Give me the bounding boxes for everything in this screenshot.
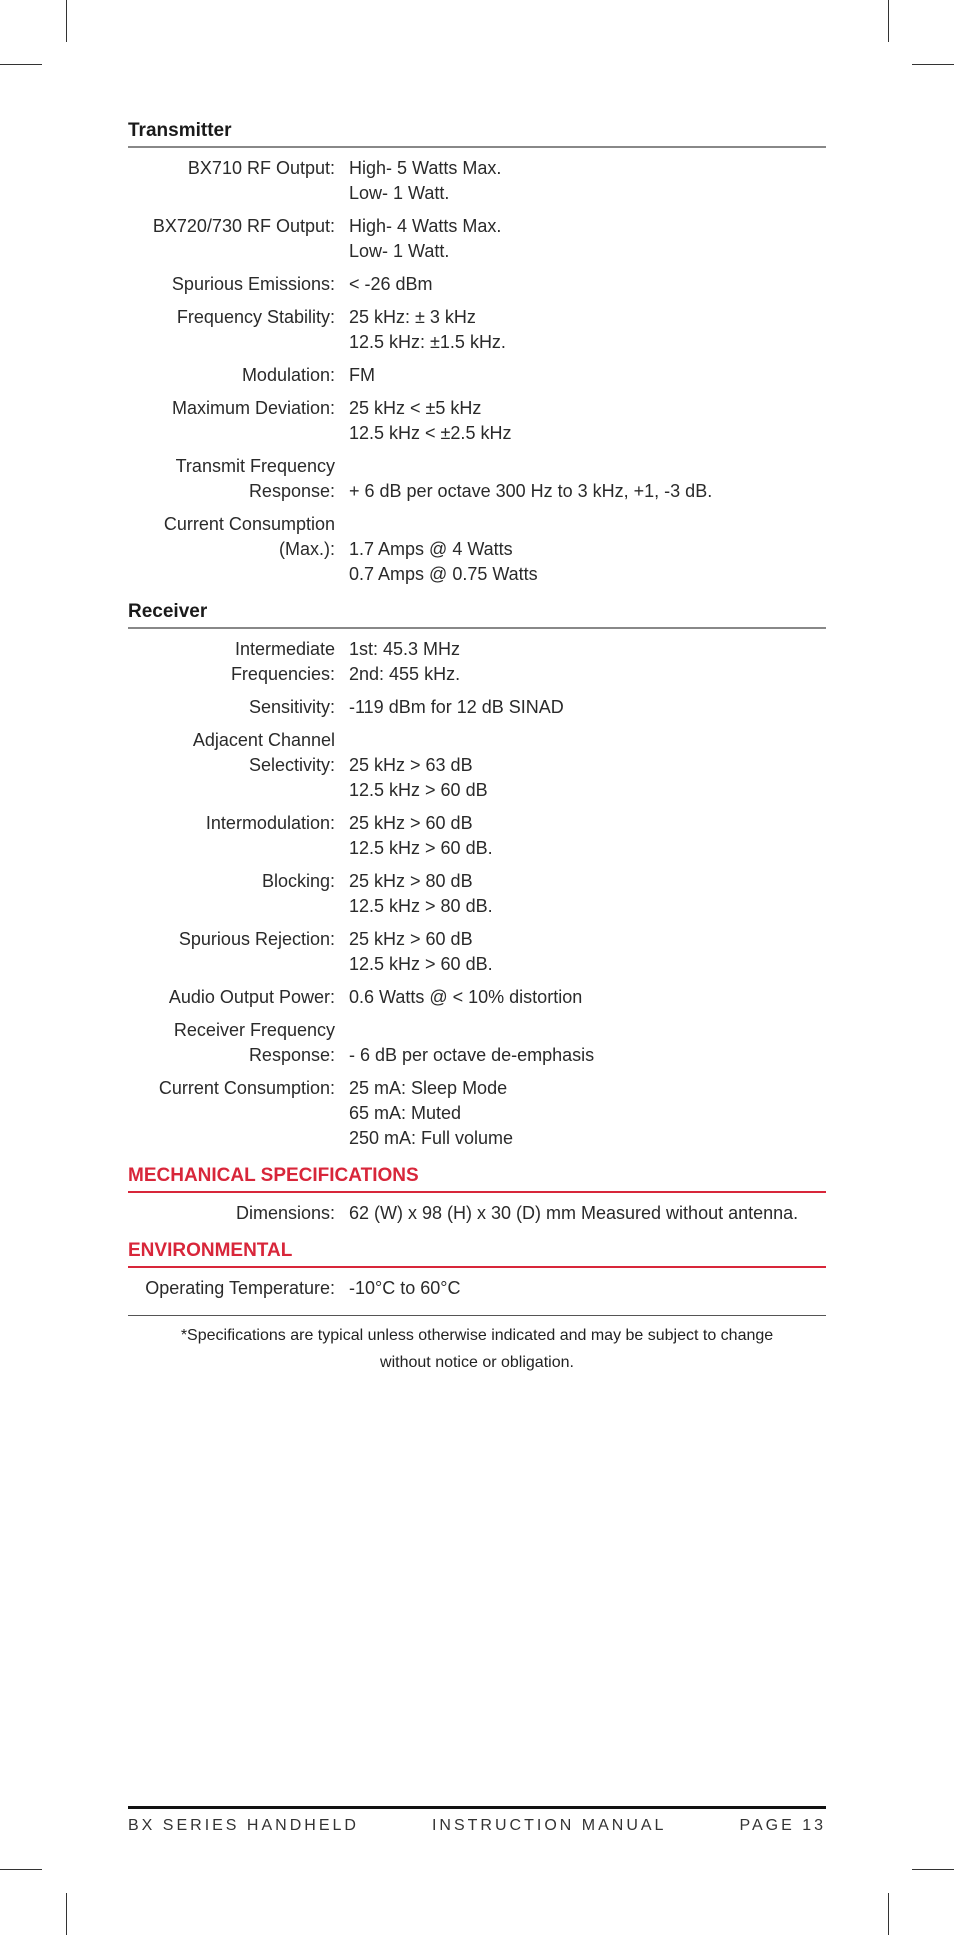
spec-row [128,927,826,977]
spec-label [128,454,335,504]
spec-label-line: Dimensions: [235,1203,335,1223]
spec-label [128,396,335,446]
spec-label-line: BX720/730 RF Output: [152,216,335,236]
spec-label-line: Intermodulation: [205,813,335,833]
spec-label-line: Maximum Deviation: [171,398,335,418]
footer-page-number: PAGE 13 [739,1817,826,1834]
section-title: ENVIRONMENTAL [128,1240,293,1261]
spec-label-line: Selectivity: [248,755,335,775]
spec-value-line: 2nd: 455 kHz. [349,664,461,684]
page-footer [128,1806,826,1835]
spec-value [349,927,826,977]
spec-value-line: 0.6 Watts @ < 10% distortion [349,987,583,1007]
spec-label-line: (Max.): [279,539,335,559]
spec-label-line: Response: [248,1045,335,1065]
spec-row [128,396,826,446]
spec-label-line: Response: [248,481,335,501]
spec-value [349,695,826,720]
spec-value [349,1076,826,1151]
spec-label-line: Current Consumption [163,514,335,534]
crop-mark [888,0,889,42]
spec-value [349,728,826,803]
spec-label [128,214,335,264]
spec-label [128,927,335,977]
spec-value [349,1201,826,1226]
spec-value-line: -10°C to 60°C [349,1278,461,1298]
spec-label-line: BX710 RF Output: [187,158,335,178]
spec-label-line: Intermediate Frequencies: [230,639,335,684]
spec-value-line: 65 mA: Muted [349,1103,462,1123]
spec-label-line: Spurious Rejection: [178,929,335,949]
spec-value-line: 25 mA: Sleep Mode [349,1078,508,1098]
spec-label [128,305,335,355]
spec-label [128,1076,335,1151]
spec-value [349,811,826,861]
spec-row [128,811,826,861]
spec-row [128,512,826,587]
spec-row [128,214,826,264]
spec-label [128,985,335,1010]
crop-mark [912,64,954,65]
spec-label-line: Frequency Stability: [176,307,335,327]
spec-label-line: Adjacent Channel [192,730,335,750]
crop-mark [66,0,67,42]
spec-row [128,1018,826,1068]
spec-value-line: 250 mA: Full volume [349,1128,514,1148]
spec-label-line: Spurious Emissions: [171,274,335,294]
spec-value-line: -119 dBm for 12 dB SINAD [349,697,564,717]
spec-value [349,272,826,297]
footnote-line: *Specifications are typical unless otherwise indicated and may be subject to change [180,1327,774,1344]
section-rule [128,146,826,148]
spec-value-line: 12.5 kHz > 80 dB. [349,896,493,916]
spec-value-line: 12.5 kHz > 60 dB [349,780,488,800]
spec-value [349,214,826,264]
spec-row [128,695,826,720]
section-rule [128,627,826,629]
spec-row [128,305,826,355]
spec-label [128,869,335,919]
spec-label-line: Blocking: [261,871,335,891]
spec-row [128,728,826,803]
footer-rule [128,1806,826,1809]
spec-label-line: Audio Output Power: [168,987,335,1007]
spec-value [349,512,826,587]
spec-sections [128,120,826,1301]
footer-series: BX SERIES HANDHELD [128,1817,359,1834]
spec-value [349,363,826,388]
spec-label [128,363,335,388]
spec-label [128,1276,335,1301]
spec-value-line: 12.5 kHz: ±1.5 kHz. [349,332,506,352]
spec-label-line: Transmit Frequency [175,456,335,476]
spec-value-line: 25 kHz > 60 dB [349,929,473,949]
spec-row [128,1276,826,1301]
spec-label [128,512,335,587]
spec-label [128,637,335,687]
spec-row [128,637,826,687]
spec-value-line: 12.5 kHz > 60 dB. [349,954,493,974]
crop-mark [66,1893,67,1935]
spec-value-line: 0.7 Amps @ 0.75 Watts [349,564,538,584]
spec-value [349,869,826,919]
spec-value [349,396,826,446]
spec-value [349,1276,826,1301]
spec-value-line: 25 kHz > 63 dB [349,755,473,775]
spec-value-line: Low- 1 Watt. [349,183,450,203]
spec-row [128,454,826,504]
crop-mark [888,1893,889,1935]
crop-mark [0,1869,42,1870]
spec-label-line: Sensitivity: [248,697,335,717]
spec-value-line: 12.5 kHz < ±2.5 kHz [349,423,512,443]
section-title: Receiver [128,601,208,622]
spec-label [128,1018,335,1068]
spec-label-line: Operating Temperature: [145,1278,335,1298]
spec-row [128,1076,826,1151]
crop-mark [912,1869,954,1870]
spec-value-line: < -26 dBm [349,274,433,294]
spec-label [128,272,335,297]
spec-value-line: 62 (W) x 98 (H) x 30 (D) mm Measured without antenna. [349,1203,799,1223]
spec-label [128,156,335,206]
spec-label [128,811,335,861]
spec-row [128,985,826,1010]
spec-row [128,363,826,388]
spec-value-line: 25 kHz > 80 dB [349,871,473,891]
spec-value-line: 12.5 kHz > 60 dB. [349,838,493,858]
spec-value [349,156,826,206]
spec-value-line: 1.7 Amps @ 4 Watts [349,539,513,559]
spec-label [128,728,335,803]
footnote-line: without notice or obligation. [380,1354,574,1371]
section-title: MECHANICAL SPECIFICATIONS [128,1165,419,1186]
spec-value-line: + 6 dB per octave 300 Hz to 3 kHz, +1, -3 dB. [349,481,713,501]
spec-value [349,1018,826,1068]
spec-value [349,637,826,687]
spec-page [128,120,826,1376]
spec-label [128,695,335,720]
spec-value-line: High- 5 Watts Max. [349,158,502,178]
spec-row [128,1201,826,1226]
spec-row [128,156,826,206]
spec-value-line: - 6 dB per octave de-emphasis [349,1045,595,1065]
spec-value-line: High- 4 Watts Max. [349,216,502,236]
spec-value [349,305,826,355]
crop-mark [0,64,42,65]
spec-value-line: FM [349,365,375,385]
spec-label-line: Current Consumption: [158,1078,335,1098]
spec-value-line: 25 kHz < ±5 kHz [349,398,482,418]
footnote-divider [128,1315,826,1316]
spec-value-line: 25 kHz: ± 3 kHz [349,307,476,327]
specs-footnote [128,1322,826,1376]
spec-label-line: Modulation: [241,365,335,385]
spec-label-line: Receiver Frequency [173,1020,335,1040]
section-rule [128,1266,826,1268]
spec-value [349,985,826,1010]
spec-value-line: 1st: 45.3 MHz [349,639,461,659]
spec-label [128,1201,335,1226]
section-title: Transmitter [128,120,232,141]
spec-row [128,869,826,919]
footer-manual: INSTRUCTION MANUAL [431,1817,667,1834]
spec-value [349,454,826,504]
spec-value-line: Low- 1 Watt. [349,241,450,261]
spec-value-line: 25 kHz > 60 dB [349,813,473,833]
spec-row [128,272,826,297]
section-rule [128,1191,826,1193]
